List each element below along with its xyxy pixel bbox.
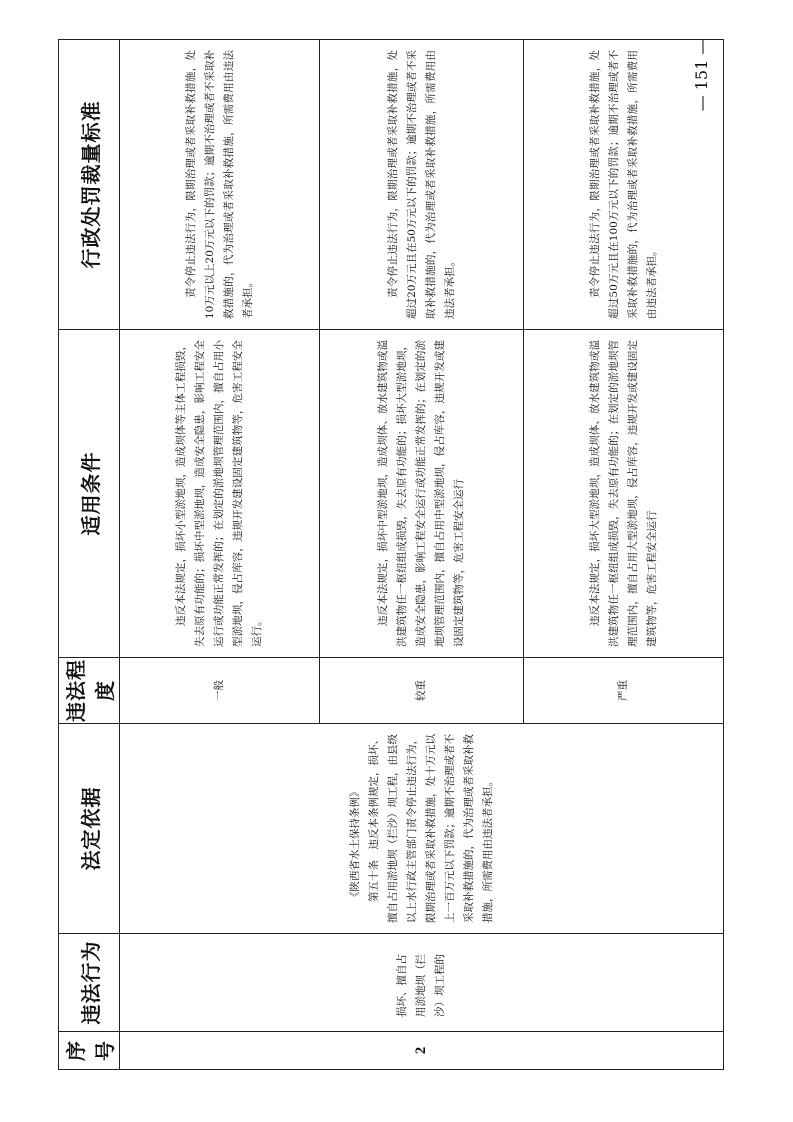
header-seq: 序号	[59, 1032, 120, 1070]
cell-standard-severe	[524, 40, 724, 330]
cell-basis	[120, 724, 724, 934]
header-row	[59, 40, 120, 1070]
header-condition: 适用条件	[59, 330, 120, 658]
standard-text-serious: 责令停止违法行为，限期治理或者采取补救措施，处超过20万元且在50万元以下的罚款；逾期不治理或者不采取补救措施的，代为治理或者采取补救措施，所需费用由违法者承担。	[386, 50, 456, 319]
cell-degree-severe: 严重	[524, 658, 724, 724]
cell-degree-serious: 较重	[320, 658, 524, 724]
cell-condition-severe	[524, 330, 724, 658]
standard-text-general: 责令停止违法行为，限期治理或者采取补救措施，处10万元以上20万元以下的罚款；逾期不治理或者不采取补救措施的，代为治理或者采取补救措施，所需费用由违法者承担。	[184, 50, 254, 319]
header-act: 违法行为	[59, 934, 120, 1032]
regulation-table-rotated	[58, 40, 698, 1070]
cell-seq: 2	[120, 1032, 724, 1070]
cell-condition-serious	[320, 330, 524, 658]
condition-text-serious: 违反本法规定，损坏中型淤地坝，造成坝体、放水建筑物或溢洪建筑物任一枢纽组成损毁，失去原有功能的；损坏大型淤地坝，造成安全隐患，影响工程安全运行或功能正常发挥的；在划定的淤地坝管理范围内，擅自占用中型淤地坝，侵占库容，违规开发或建设固定建筑物等，危害工程安全运行	[377, 340, 465, 647]
header-degree: 违法程度	[59, 658, 120, 724]
condition-text-severe: 违反本法规定，损坏大型淤地坝，造成坝体、放水建筑物或溢洪建筑物任一枢纽组成损毁，失去原有功能的；在划定的淤地坝管理范围内，擅自占用大型淤地坝，侵占库容，违规开发或建设固定建筑物等，危害工程安全运行	[588, 340, 658, 647]
page-number: — 151 —	[692, 38, 711, 112]
cell-act: 损坏、擅自占用淤地坝（拦沙）坝工程的	[120, 934, 724, 1032]
table-row-general	[120, 40, 320, 1070]
standard-text-severe: 责令停止违法行为，限期治理或者采取补救措施，处超过50万元且在100万元以下的罚款；逾期不治理或者不采取补救措施的，代为治理或者采取补救措施，所需费用由违法者承担。	[588, 50, 658, 319]
cell-condition-general	[120, 330, 320, 658]
basis-title: 《陕西省水土保持条例》	[348, 786, 361, 902]
header-basis: 法定依据	[59, 724, 120, 934]
header-standard: 行政处罚裁量标准	[59, 40, 120, 330]
penalty-discretion-table	[58, 39, 724, 1070]
cell-standard-general	[120, 40, 320, 330]
basis-text: 第五十条 违反本条例规定，损坏、擅自占用淤地坝（拦沙）坝工程，由县级以上水行政主管部门责令停止违法行为，限期治理或者采取补救措施，处十万元以上一百万元以下罚款；逾期不治理或者不采取补救措施的，代为治理或者采取补救措施，所需费用由违法者承担。	[367, 734, 494, 923]
condition-text-general: 违反本法规定，损坏小型淤地坝，造成坝体等主体工程损毁，失去原有功能的；损坏中型淤地坝，造成安全隐患，影响工程安全运行或功能正常发挥的；在划定的淤地坝管理范围内，擅自占用小型淤地坝，侵占库容，违规开发建设固定建筑物等，危害工程安全运行。	[175, 340, 263, 647]
cell-standard-serious	[320, 40, 524, 330]
cell-degree-general: 一般	[120, 658, 320, 724]
